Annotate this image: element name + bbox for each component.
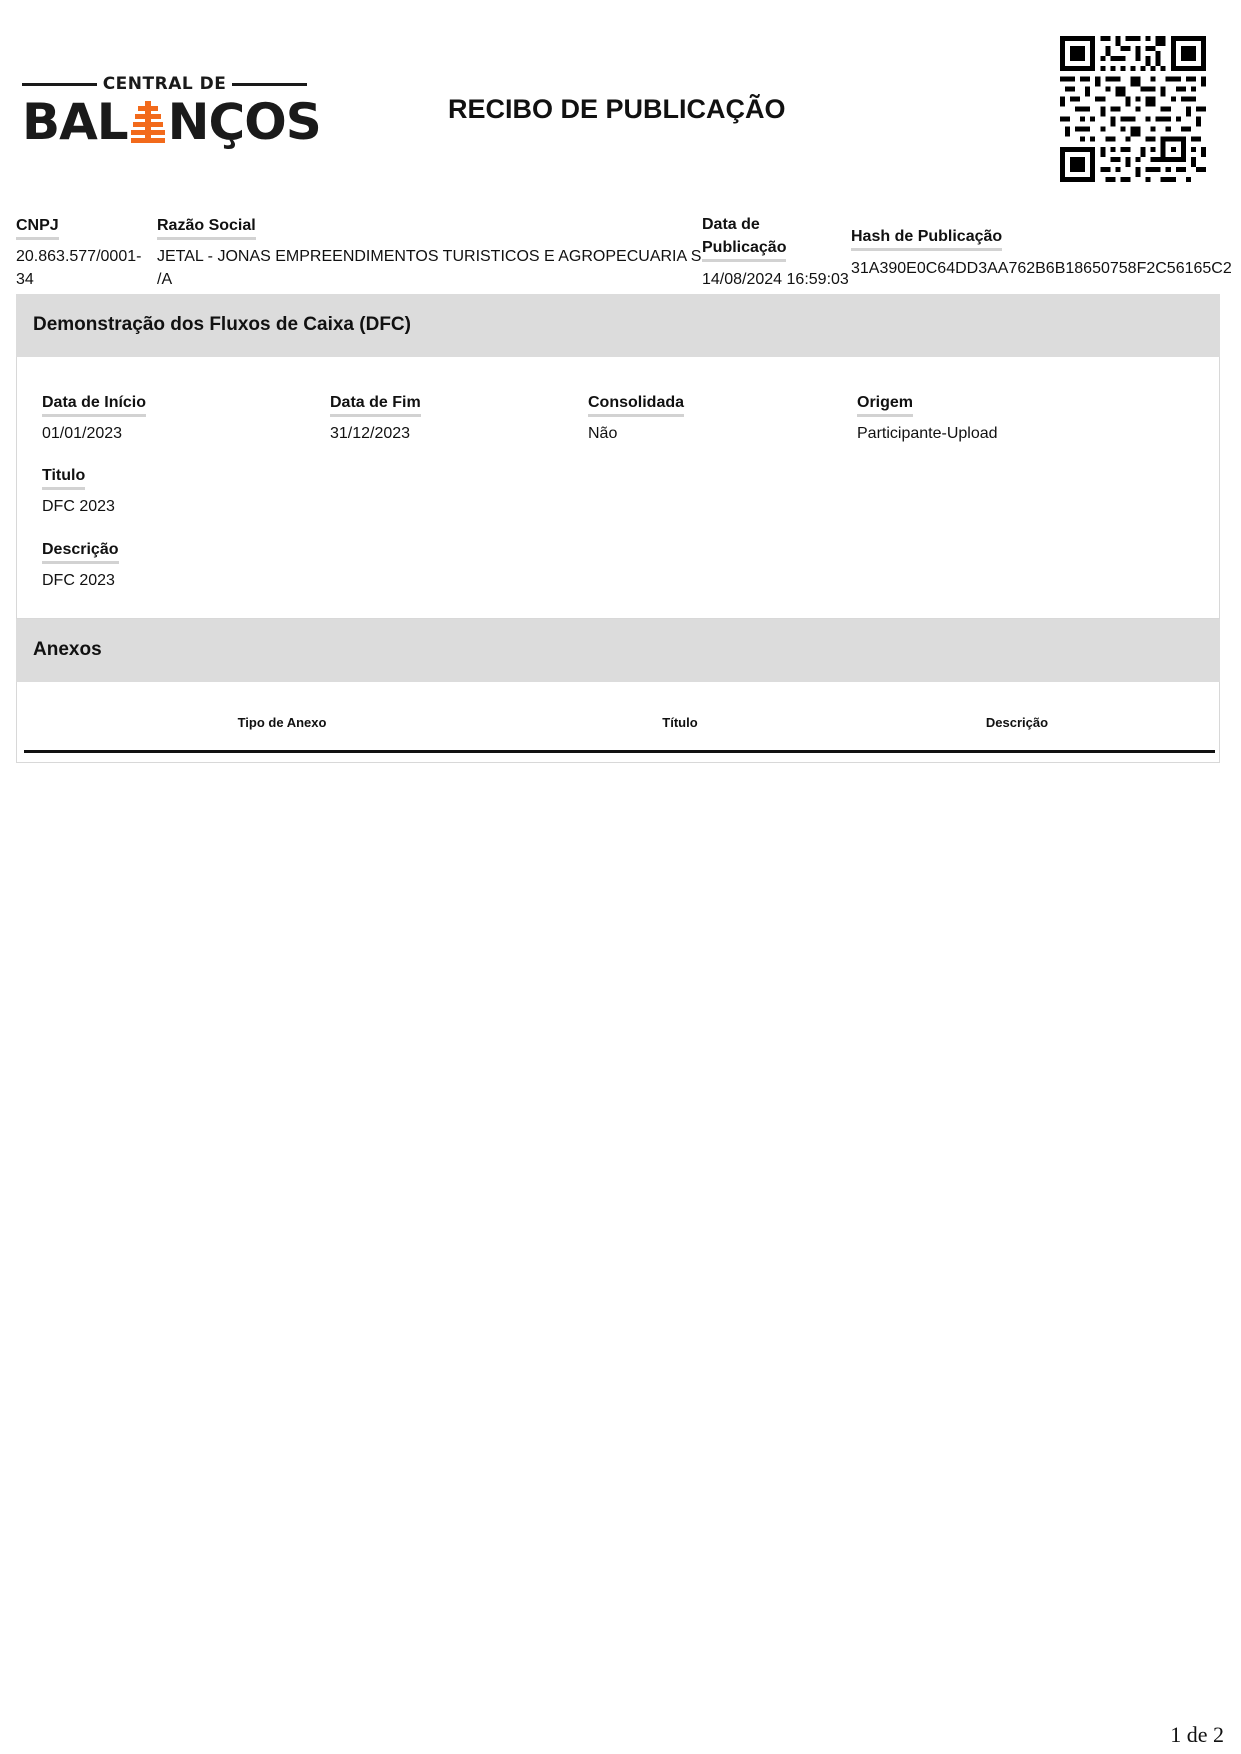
cnpj-value-line1: 20.863.577/0001- (16, 248, 142, 265)
origem-label: Origem (857, 392, 913, 417)
dfc-section-title: Demonstração dos Fluxos de Caixa (DFC) (33, 314, 411, 335)
table-header-rule (24, 750, 1215, 753)
logo-text-right: NÇOS (167, 93, 321, 151)
dfc-section-header (16, 294, 1220, 357)
hash-publicacao-label: Hash de Publicação (851, 225, 1002, 251)
central-de-balancos-logo (22, 66, 321, 156)
data-inicio-label: Data de Início (42, 392, 146, 417)
cnpj-label: CNPJ (16, 214, 59, 240)
logo-tree-icon (131, 100, 165, 144)
data-fim-value: 31/12/2023 (330, 425, 411, 442)
qr-code-icon (1060, 36, 1206, 182)
column-header-descricao[interactable]: Descrição (985, 715, 1049, 730)
anexos-section-title: Anexos (33, 639, 102, 660)
titulo-value: DFC 2023 (42, 498, 115, 515)
data-publicacao-label: Publicação (702, 236, 786, 262)
data-publicacao-value: 14/08/2024 16:59:03 (702, 271, 849, 288)
logo-text-left: BAL (22, 93, 128, 151)
data-publicacao-label-line1: Data de (702, 216, 760, 233)
data-inicio-value: 01/01/2023 (42, 425, 123, 442)
origem-value: Participante-Upload (857, 425, 998, 442)
descricao-value: DFC 2023 (42, 572, 115, 589)
logo-line-right (232, 83, 307, 86)
page-number: 1 de 2 (1170, 1722, 1224, 1747)
cnpj-value-line2: 34 (16, 271, 34, 288)
logo-top-text: CENTRAL DE (102, 74, 227, 94)
column-header-titulo[interactable]: Título (662, 715, 698, 730)
razao-social-label: Razão Social (157, 214, 256, 240)
consolidada-value: Não (588, 425, 618, 442)
anexos-section-header (16, 619, 1220, 682)
logo-main-row (22, 94, 321, 150)
column-header-tipo-anexo[interactable]: Tipo de Anexo (237, 715, 327, 730)
razao-social-value-line2: /A (157, 271, 173, 288)
consolidada-label: Consolidada (588, 392, 684, 417)
hash-publicacao-value: 31A390E0C64DD3AA762B6B18650758F2C56165C2 (851, 260, 1232, 277)
logo-line-left (22, 83, 97, 86)
document-title: RECIBO DE PUBLICAÇÃO (448, 94, 786, 124)
data-fim-label: Data de Fim (330, 392, 421, 417)
descricao-label: Descrição (42, 539, 119, 564)
titulo-label: Titulo (42, 465, 85, 490)
razao-social-value-line1: JETAL - JONAS EMPREENDIMENTOS TURISTICOS E AGROPECUARIA S (157, 248, 702, 265)
